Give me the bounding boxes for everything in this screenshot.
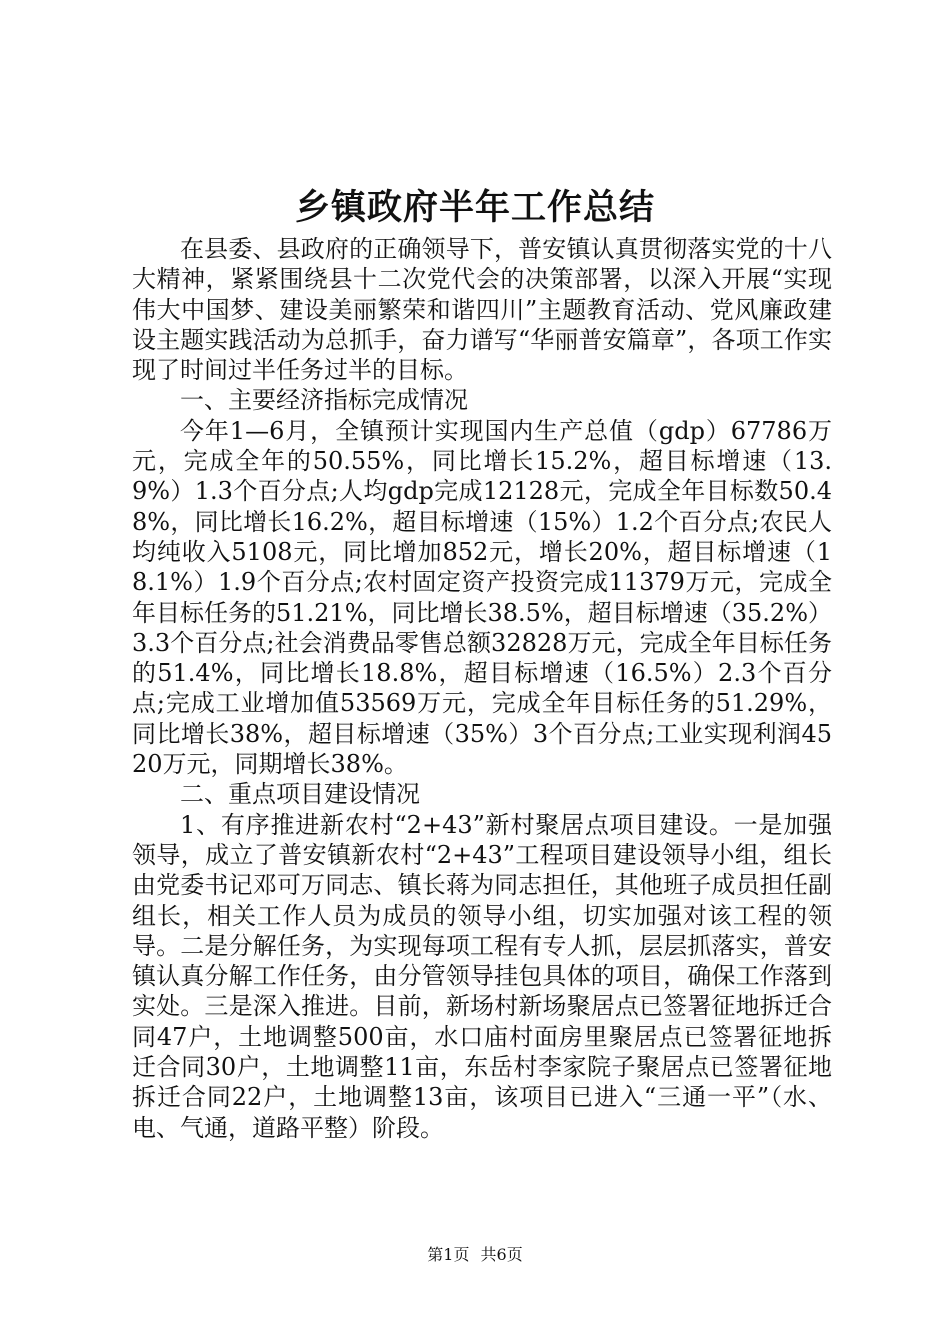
page-footer [0, 1244, 950, 1266]
page-total: 共6页 [480, 1245, 523, 1264]
intro-paragraph: 在县委、县政府的正确领导下，普安镇认真贯彻落实党的十八大精神，紧紧围绕县十二次党代会的决策部署，以深入开展“实现伟大中国梦、建设美丽繁荣和谐四川”主题教育活动、党风廉政建设主题实践活动为总抓手，奋力谱写“华丽普安篇章”，各项工作实现了时间过半任务过半的目标。 [132, 235, 832, 385]
economic-indicators-paragraph: 今年1—6月，全镇预计实现国内生产总值（gdp）67786万元，完成全年的50.55%，同比增长15.2%，超目标增速（13.9%）1.3个百分点;人均gdp完成12128元，完成全年目标数50.48%，同比增长16.2%，超目标增速（15%）1.2个百分点;农民人均纯收入5108元，同比增加852元，增长20%，超目标增速（18.1%）1.9个百分点;农村固定资产投资完成11379万元，完成全年目标任务的51.21%，同比增长38.5%，超目标增速（35.2%）3.3个百分点;社会消费品零售总额32828万元，完成全年目标任务的51.4%，同比增长18.8%，超目标增速（16.5%）2.3个百分点;完成工业增加值53569万元，完成全年目标任务的51.29%，同比增长38%，超目标增速（35%）3个百分点;工业实现利润4520万元，同期增长38%。 [132, 416, 832, 779]
key-projects-paragraph: 1、有序推进新农村“2+43”新村聚居点项目建设。一是加强领导，成立了普安镇新农村“2+43”工程项目建设领导小组，组长由党委书记邓可万同志、镇长蒋为同志担任，其他班子成员担任副组长，相关工作人员为成员的领导小组，切实加强对该工程的领导。二是分解任务，为实现每项工程有专人抓，层层抓落实，普安镇认真分解工作任务，由分管领导挂包具体的项目，确保工作落到实处。三是深入推进。目前，新场村新场聚居点已签署征地拆迁合同47户，土地调整500亩，水口庙村面房里聚居点已签署征地拆迁合同30户，土地调整11亩，东岳村李家院子聚居点已签署征地拆迁合同22户，土地调整13亩，该项目已进入“三通一平”（水、电、气通，道路平整）阶段。 [132, 810, 832, 1142]
section-heading-key-projects: 二、重点项目建设情况 [180, 780, 420, 809]
section-heading-economic-indicators: 一、主要经济指标完成情况 [180, 386, 468, 415]
document-body [132, 234, 832, 1143]
page-number: 第1页 [427, 1245, 470, 1264]
document-title: 乡镇政府半年工作总结 [294, 187, 655, 228]
